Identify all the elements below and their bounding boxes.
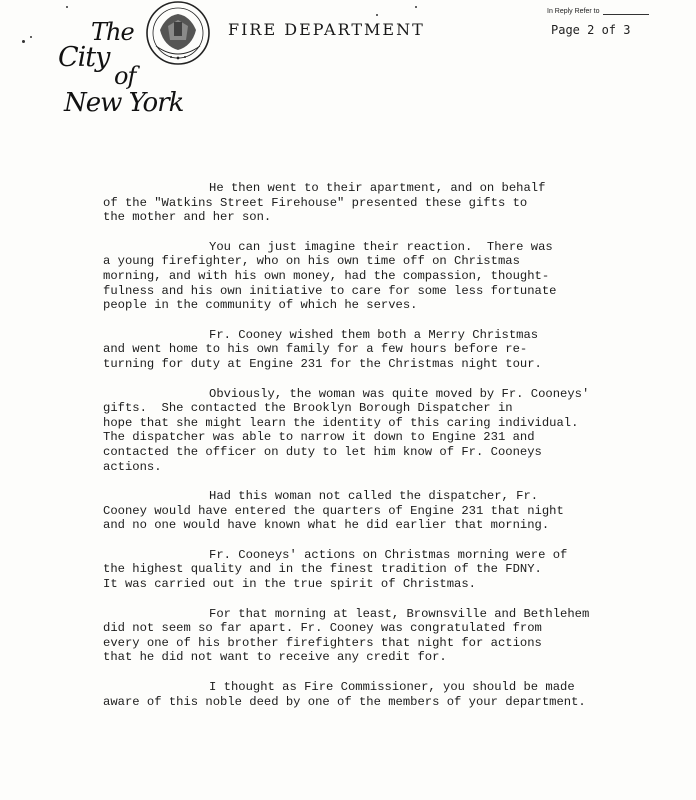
logo-word-the: The <box>91 18 134 46</box>
text-line: and went home to his own family for a few hours before re- <box>103 342 528 357</box>
city-seal-icon <box>138 0 218 68</box>
paragraph-1 <box>103 181 683 225</box>
text-line: I thought as Fire Commissioner, you should be made <box>209 680 575 695</box>
text-line: gifts. She contacted the Brooklyn Borough Dispatcher in <box>103 401 513 416</box>
scan-speck <box>415 6 417 8</box>
text-line: hope that she might learn the identity of this caring individual. <box>103 415 579 430</box>
paragraph-2 <box>103 240 683 313</box>
text-line: The dispatcher was able to narrow it down to Engine 231 and <box>103 430 535 445</box>
text-line: For that morning at least, Brownsville and Bethlehem <box>209 606 590 621</box>
text-line: the mother and her son. <box>103 210 272 225</box>
text-line: Obviously, the woman was quite moved by Fr. Cooneys' <box>209 386 590 401</box>
text-line: It was carried out in the true spirit of Christmas. <box>103 577 476 592</box>
scan-speck <box>22 40 25 43</box>
text-line: did not seem so far apart. Fr. Cooney was congratulated from <box>103 621 542 636</box>
reply-reference <box>547 8 649 15</box>
text-line: Fr. Cooneys' actions on Christmas morning were of <box>209 547 568 562</box>
reply-reference-label: In Reply Refer to <box>547 8 600 15</box>
paragraph-8 <box>103 680 683 709</box>
text-line: You can just imagine their reaction. There was <box>209 239 553 254</box>
text-line: aware of this noble deed by one of the members of your department. <box>103 694 586 709</box>
paragraph-4 <box>103 387 683 475</box>
logo-word-city: City <box>58 42 110 73</box>
text-line: that he did not want to receive any credit for. <box>103 650 447 665</box>
text-line: people in the community of which he serves. <box>103 298 418 313</box>
text-line: contacted the officer on duty to let him know of Fr. Cooneys <box>103 444 542 459</box>
paragraph-7 <box>103 607 683 665</box>
text-line: every one of his brother firefighters that night for actions <box>103 635 542 650</box>
logo-word-new-york: New York <box>64 88 184 118</box>
text-line: and no one would have known what he did earlier that morning. <box>103 518 550 533</box>
paragraph-5 <box>103 489 683 533</box>
paragraph-3 <box>103 328 683 372</box>
scan-speck <box>30 36 32 38</box>
scan-speck <box>376 14 378 16</box>
text-line: Fr. Cooney wished them both a Merry Christmas <box>209 327 539 342</box>
logo-word-of: of <box>114 62 136 90</box>
page-number: Page 2 of 3 <box>551 23 631 37</box>
text-line: turning for duty at Engine 231 for the Christmas night tour. <box>103 356 542 371</box>
text-line: actions. <box>103 459 162 474</box>
text-line: He then went to their apartment, and on behalf <box>209 181 546 195</box>
reply-reference-blank <box>603 14 649 15</box>
text-line: a young firefighter, who on his own time off on Christmas <box>103 254 520 269</box>
scan-speck <box>66 6 68 8</box>
letter-body <box>103 181 683 724</box>
text-line: Cooney would have entered the quarters of Engine 231 that night <box>103 503 564 518</box>
text-line: of the "Watkins Street Firehouse" presented these gifts to <box>103 195 528 210</box>
text-line: fulness and his own initiative to care for some less fortunate <box>103 283 557 298</box>
text-line: the highest quality and in the finest tradition of the FDNY. <box>103 562 542 577</box>
text-line: Had this woman not called the dispatcher, Fr. <box>209 489 539 504</box>
paragraph-6 <box>103 548 683 592</box>
text-line: morning, and with his own money, had the compassion, thought- <box>103 268 550 283</box>
department-title: FIRE DEPARTMENT <box>228 20 425 39</box>
